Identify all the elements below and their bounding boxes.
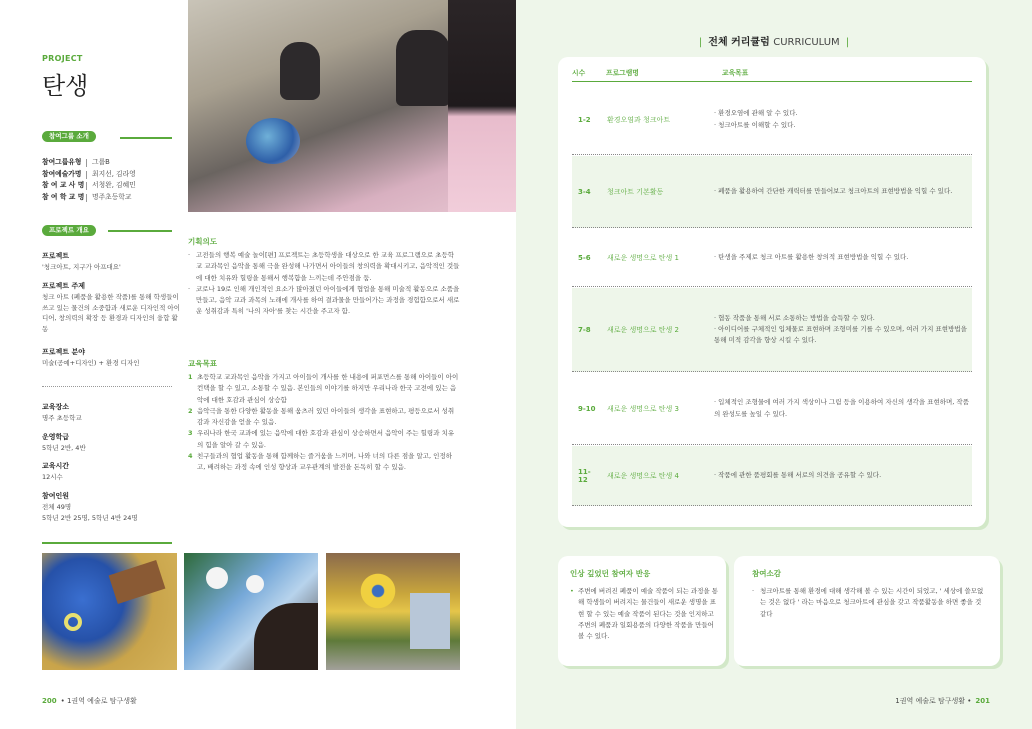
team-value: 서청완, 김혜민 — [92, 181, 136, 189]
header-session: 시수 — [572, 69, 586, 77]
detail-time — [42, 461, 182, 483]
bottle-shape — [410, 593, 450, 649]
classroom-photo — [188, 0, 516, 212]
pill-underline — [108, 230, 172, 232]
group-intro-pill: 참여그룹 소개 — [42, 131, 96, 142]
student-figure — [254, 603, 318, 670]
info-value: '청크아트, 지구가 아프대요' — [42, 263, 121, 271]
table-row: 7-8 새로운 생명으로 탄생 2 · 협동 작품을 통해 서로 소통하는 방법을 습득할 수 있다. · 아이디어를 구체적인 입체물로 표현하며 조형미를 기를 수 있으며, 여러 가지 표현방법을 통해 미적 감각을 향상 시킬 수 있다. — [572, 288, 972, 372]
header-program: 프로그램명 — [606, 69, 639, 77]
impression-card — [558, 556, 726, 666]
team-key: 참 여 학 교 명 — [42, 192, 85, 201]
team-value: 그룹B — [92, 158, 110, 166]
flower-shape — [358, 571, 398, 611]
project-title: 탄생 — [42, 72, 89, 100]
review-title: 참여소감 — [752, 569, 781, 578]
team-list — [42, 157, 182, 203]
bottle-cap-artwork-photo — [42, 553, 177, 670]
planning-item: · 고전들의 행복 예술 놀이[편] 프로젝트는 초등학생을 대상으로 한 교육 프로그램으로 초등학교 교과목인 음악을 통해 극을 완성해 나가면서 아이들의 창의력을 확대시키고, 음악적인 것들에 대한 치유와 힐링을 통해서 행복함을 느끼는데 주안점을 둠. — [188, 251, 460, 282]
detail-class — [42, 432, 182, 454]
planning-item: · 코로나 19로 인해 개인적인 요소가 많아졌던 아이들에게 협업을 통해 미술적 활동으로 소품을 만들고, 음악 교과 과목의 노래에 개사를 하여 결과물을 만들어가는 과정을 경험함으로서 새로운 성취감과 특히 '나의 자아'를 찾는 시간을 주고자 함. — [188, 284, 460, 316]
row-goals: · 환경오염에 관해 알 수 있다. · 청크아트를 이해할 수 있다. — [714, 109, 798, 129]
ring-shape — [64, 613, 82, 631]
table-header — [572, 67, 972, 82]
goal-item: 1 초등학교 교과목인 음악을 가지고 아이들이 개사를 한 내용에 퍼포먼스를 통해 아이들이 아이컨택을 할 수 있고, 소통할 수 있음. 본인들의 이야기를 하지만 우리나라 한국 고전에 있는 음악에 대한 호감과 관심이 상승함 — [188, 373, 459, 404]
row-goals: · 입체적인 조형물에 여러 가지 색상이나 그림 등을 이용하여 자신의 생각을 표현하며, 작품의 완성도를 높일 수 있다. — [714, 398, 969, 418]
header-goal: 교육목표 — [722, 69, 749, 77]
info-value: 청크 아트 (폐품을 활용한 작품)를 통해 학생들이 쓰고 있는 물건의 소중함과 새로운 디자인적 아이디어, 창의력의 확장 등 환경과 디자인의 융합 활동 — [42, 293, 180, 333]
team-key: 참여예술가명 — [42, 169, 82, 178]
goal-item: 2 음악극을 통한 다양한 활동을 통해 움츠러 있던 아이들의 생각을 표현하고, 평등으로서 성취감과 자신감을 얻을 수 있음. — [188, 406, 455, 427]
snowman-shape — [206, 567, 228, 589]
divider — [42, 386, 172, 387]
pill-underline — [120, 137, 172, 139]
planning-title: 기획의도 — [188, 237, 217, 246]
snowman-artwork-photo — [184, 553, 318, 670]
table-row: 1-2 환경오염과 청크아트 · 환경오염에 관해 알 수 있다. · 청크아트를 이해할 수 있다. — [572, 85, 972, 155]
snowman-shape — [246, 575, 264, 593]
overview-pill: 프로젝트 개요 — [42, 225, 96, 236]
info-value: 명주 초등학교 — [42, 414, 82, 422]
team-key: 참여그룹유형 — [42, 158, 82, 166]
overview-field — [42, 347, 182, 369]
info-key: 운영학급 — [42, 433, 70, 441]
info-value: 12시수 — [42, 473, 63, 481]
goal-item: 4 친구들과의 협업 활동을 통해 함께하는 즐거움을 느끼며, 나와 너의 다른 점을 알고, 인정하고, 배려하는 과정 속에 인성 향상과 교우관계의 발전을 돈독히 할 수 있음. — [188, 452, 452, 472]
info-key: 교육시간 — [42, 462, 70, 470]
team-row — [42, 180, 182, 192]
info-value: 5학년 2반, 4반 — [42, 444, 86, 452]
page-footer-right: 1권역 예술로 탐구생활 • 201 — [895, 697, 990, 705]
team-value: 최지선, 김라영 — [92, 169, 136, 178]
goals-list — [188, 372, 460, 474]
row-goals: · 작품에 관한 품평회를 통해 서로의 의견을 공유할 수 있다. — [714, 470, 882, 479]
table-row: 3-4 청크아트 기본활동 · 폐품을 활용하여 간단한 캐릭터를 만들어보고 청크아트의 표현방법을 익힐 수 있다. — [572, 156, 972, 228]
page-number: 200 — [42, 697, 57, 705]
photo-divider — [42, 542, 172, 544]
goal-item: 3 우리나라 한국 교과에 있는 음악에 대한 호감과 관심이 상승하면서 음악이 주는 힐링과 치유의 힘을 알아 갈 수 있음. — [188, 429, 455, 449]
row-goals: · 탄생을 주제로 청크 아트를 활용한 창의적 표현방법을 익힐 수 있다. — [714, 252, 909, 261]
row-goals: · 협동 작품을 통해 서로 소통하는 방법을 습득할 수 있다. · 아이디어를 구체적인 입체물로 표현하며 조형미를 기를 수 있으며, 여러 가지 표현방법을 통해 미적 감각을 향상 시킬 수 있다. — [714, 313, 967, 345]
table-row: 9-10 새로운 생명으로 탄생 3 · 입체적인 조형물에 여러 가지 색상이나 그림 등을 이용하여 자신의 생각을 표현하며, 작품의 완성도를 높일 수 있다. — [572, 373, 972, 445]
team-value: 명주초등학교 — [92, 192, 132, 201]
detail-place — [42, 402, 182, 424]
info-key: 프로젝트 분야 — [42, 348, 86, 356]
planning-text — [188, 250, 460, 318]
review-card — [734, 556, 1000, 666]
team-row — [42, 192, 182, 204]
goals-title: 교육목표 — [188, 359, 217, 368]
overview-project — [42, 251, 182, 273]
table-row: 11-12 새로운 생명으로 탄생 4 · 작품에 관한 품평회를 통해 서로의 의견을 공유할 수 있다. — [572, 446, 972, 506]
student-figure-2 — [396, 30, 450, 106]
info-value: 전체 49명 5학년 2반 25명, 5학년 4반 24명 — [42, 503, 138, 522]
project-label: PROJECT — [42, 54, 83, 63]
globe-sculpture-shape — [246, 118, 300, 164]
row-goals: · 폐품을 활용하여 간단한 캐릭터를 만들어보고 청크아트의 표현방법을 익힐 수 있다. — [714, 186, 953, 195]
info-key: 교육장소 — [42, 403, 70, 411]
team-row — [42, 157, 182, 169]
info-key: 참여인원 — [42, 492, 70, 500]
detail-people — [42, 491, 182, 523]
page-footer-left: 200 • 1권역 예술로 탐구생활 — [42, 697, 137, 705]
table-row: 5-6 새로운 생명으로 탄생 1 · 탄생을 주제로 청크 아트를 활용한 창의적 표현방법을 익힐 수 있다. — [572, 229, 972, 287]
paper-shape — [109, 560, 166, 604]
info-key: 프로젝트 주제 — [42, 282, 86, 290]
impression-title: 인상 깊었던 참여자 반응 — [570, 569, 651, 578]
student-figure-3 — [448, 0, 516, 212]
info-key: 프로젝트 — [42, 252, 70, 260]
curriculum-table — [558, 57, 986, 527]
curriculum-title: | 전체 커리큘럼 CURRICULUM | — [698, 37, 850, 48]
overview-theme — [42, 281, 182, 334]
team-key: 참 여 교 사 명 — [42, 181, 85, 189]
page-number: 201 — [975, 697, 990, 705]
team-row — [42, 169, 182, 181]
info-value: 미술(공예+디자인) + 환경 디자인 — [42, 359, 140, 367]
flower-artwork-photo — [326, 553, 460, 670]
student-figure-1 — [280, 42, 320, 100]
impression-text: • 주변에 버려진 폐품이 예술 작품이 되는 과정을 통해 학생들이 버려지는 물건들이 새로운 생명을 표현 할 수 있는 예술 작품이 된다는 것을 인지하고 주변의 폐품과 일회용품의 다양한 작품을 만들어 볼 수 있다. — [570, 587, 719, 641]
review-text: · 청크아트를 통해 환경에 대해 생각해 볼 수 있는 시간이 되었고, ' 세상에 쓸모없는 것은 없다 ' 라는 마음으로 청크아트에 관심을 갖고 작품활동을 하면 좋을 것 같다 — [752, 587, 984, 618]
